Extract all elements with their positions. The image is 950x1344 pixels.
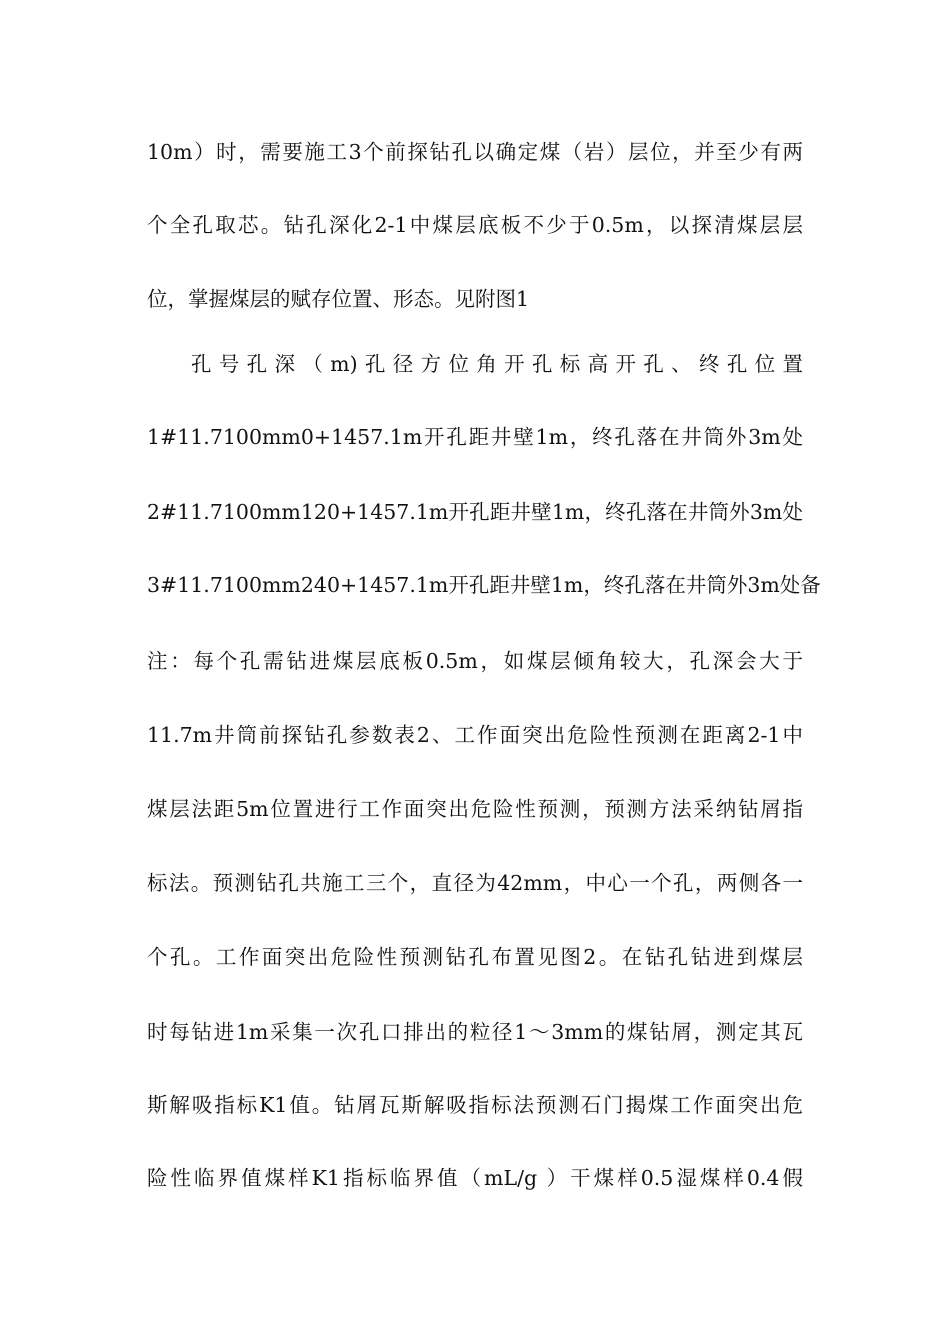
paragraph-line-12: 个孔。工作面突出危险性预测钻孔布置见图2。在钻孔钻进到煤层	[147, 945, 803, 969]
paragraph-line-1: 10m）时，需要施工3个前探钻孔以确定煤（岩）层位，并至少有两	[147, 140, 803, 164]
table-row-3: 3#11.7100mm240+1457.1m开孔距井壁1m，终孔落在井筒外3m处备	[147, 573, 821, 597]
paragraph-line-8: 注：每个孔需钻进煤层底板0.5m，如煤层倾角较大，孔深会大于	[147, 649, 803, 673]
paragraph-line-9: 11.7m井筒前探钻孔参数表2、工作面突出危险性预测在距离2-1中	[147, 723, 803, 747]
table-header-line: 孔号孔深（m)孔径方位角开孔标高开孔、终孔位置	[191, 352, 803, 376]
paragraph-line-10: 煤层法距5m位置进行工作面突出危险性预测，预测方法采纳钻屑指	[147, 797, 803, 821]
table-row-1: 1#11.7100mm0+1457.1m开孔距井壁1m，终孔落在井筒外3m处	[147, 425, 803, 449]
paragraph-line-11: 标法。预测钻孔共施工三个，直径为42mm，中心一个孔，两侧各一	[147, 871, 803, 895]
paragraph-line-15: 险性临界值煤样K1指标临界值（mL/g ）干煤样0.5湿煤样0.4假	[147, 1166, 803, 1190]
paragraph-line-2: 个全孔取芯。钻孔深化2-1中煤层底板不少于0.5m，以探清煤层层	[147, 213, 803, 237]
paragraph-line-3: 位，掌握煤层的赋存位置、形态。见附图1	[147, 287, 530, 311]
table-row-2: 2#11.7100mm120+1457.1m开孔距井壁1m，终孔落在井筒外3m处	[147, 500, 803, 524]
paragraph-line-14: 斯解吸指标K1值。钻屑瓦斯解吸指标法预测石门揭煤工作面突出危	[147, 1093, 803, 1117]
paragraph-line-13: 时每钻进1m采集一次孔口排出的粒径1～3mm的煤钻屑，测定其瓦	[147, 1020, 803, 1044]
